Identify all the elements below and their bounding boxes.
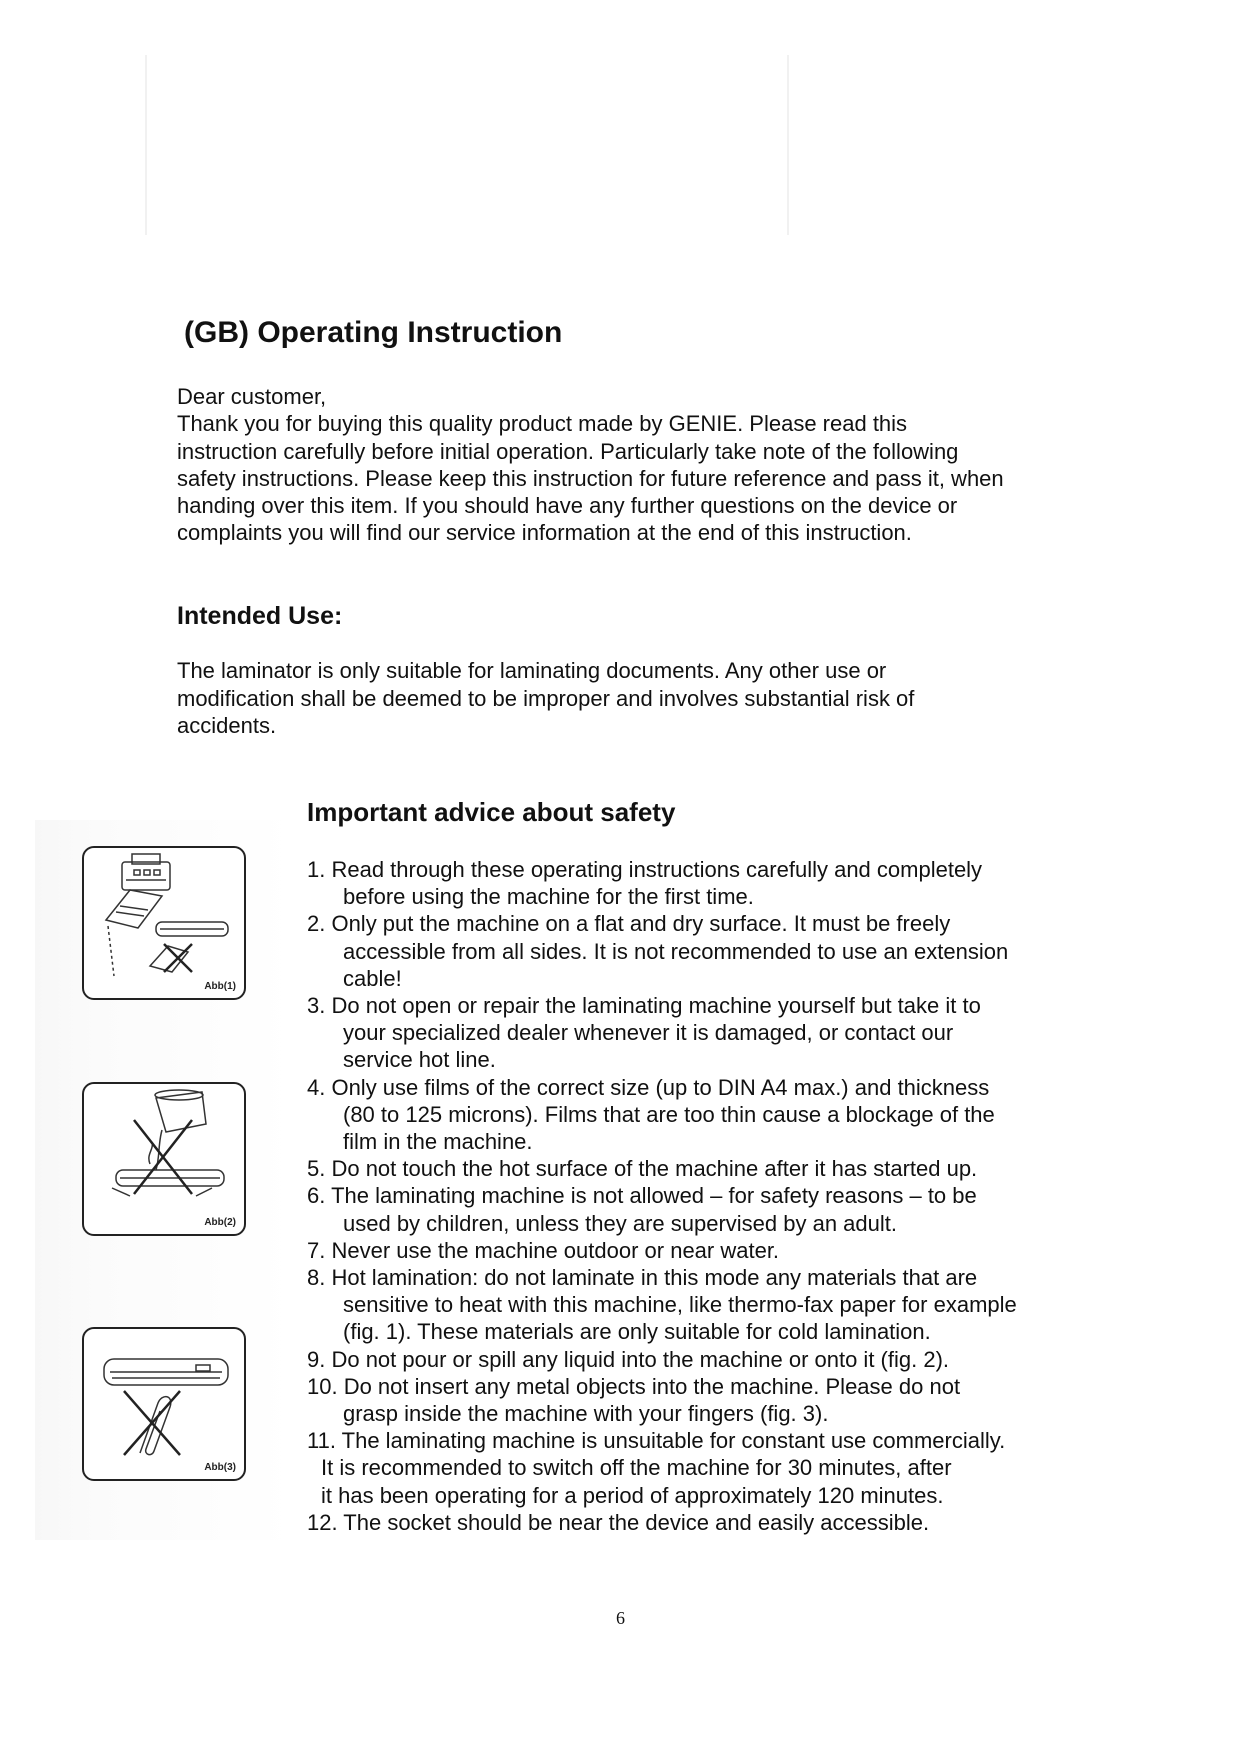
safety-item — [307, 1237, 1097, 1264]
safety-heading: Important advice about safety — [307, 797, 676, 827]
safety-item — [307, 1373, 1097, 1427]
intro-line: handing over this item. If you should have any further questions on the device or — [177, 493, 958, 519]
safety-item-line: grasp inside the machine with your fingers (fig. 3). — [343, 1401, 829, 1427]
intro-line: instruction carefully before initial operation. Particularly take note of the following — [177, 438, 959, 464]
intro-line: safety instructions. Please keep this instruction for future reference and pass it, when — [177, 465, 1004, 491]
safety-item-line: sensitive to heat with this machine, like thermo-fax paper for example — [343, 1292, 1017, 1318]
safety-item — [307, 1182, 1097, 1236]
safety-item-line: 11. The laminating machine is unsuitable for constant use commercially. — [307, 1428, 1006, 1454]
safety-item — [307, 992, 1097, 1074]
safety-item — [307, 1155, 1097, 1182]
figure-label: Abb(3) — [204, 1462, 236, 1473]
page-title: (GB) Operating Instruction — [184, 316, 563, 349]
safety-item — [307, 1264, 1097, 1346]
intended-use-line: modification shall be deemed to be improper and involves substantial risk of — [177, 685, 915, 711]
safety-item-line: 3. Do not open or repair the laminating machine yourself but take it to — [307, 993, 981, 1019]
safety-item-line: 7. Never use the machine outdoor or near water. — [307, 1237, 780, 1263]
safety-item-line: 8. Hot lamination: do not laminate in this mode any materials that are — [307, 1265, 978, 1291]
fax-paper-no-laminate-icon — [84, 848, 244, 998]
safety-item-line: 6. The laminating machine is not allowed – for safety reasons – to be — [307, 1183, 977, 1209]
figure-label: Abb(1) — [204, 981, 236, 992]
safety-item-line: 9. Do not pour or spill any liquid into the machine or onto it (fig. 2). — [307, 1346, 950, 1372]
safety-item-line: film in the machine. — [343, 1129, 533, 1155]
intended-use-line: accidents. — [177, 713, 277, 738]
safety-item-line: it has been operating for a period of approximately 120 minutes. — [321, 1482, 944, 1508]
figure-1 — [82, 846, 246, 1000]
safety-item-line: 12. The socket should be near the device and easily accessible. — [307, 1509, 930, 1535]
safety-item — [307, 910, 1097, 992]
safety-item-line: before using the machine for the first time. — [343, 884, 754, 910]
figure-2 — [82, 1082, 246, 1236]
safety-item — [307, 1074, 1097, 1156]
safety-item-line: (80 to 125 microns). Films that are too thin cause a blockage of the — [343, 1101, 995, 1127]
safety-item — [307, 1427, 1097, 1509]
safety-item-line: cable! — [343, 965, 402, 991]
intended-use-paragraph — [177, 657, 1077, 740]
no-metal-objects-icon — [84, 1329, 244, 1479]
figure-label: Abb(2) — [204, 1217, 236, 1228]
safety-item-line: (fig. 1). These materials are only suitable for cold lamination. — [343, 1319, 931, 1345]
safety-item — [307, 1509, 1097, 1536]
page-number: 6 — [616, 1608, 625, 1628]
safety-item-line: 1. Read through these operating instructions carefully and completely — [307, 857, 983, 882]
intro-line: Thank you for buying this quality product made by GENIE. Please read this — [177, 411, 908, 437]
safety-list — [307, 856, 1097, 1536]
safety-item-line: It is recommended to switch off the machine for 30 minutes, after — [321, 1455, 952, 1481]
figure-3 — [82, 1327, 246, 1481]
safety-item — [307, 1346, 1097, 1373]
intro-line: Dear customer, — [177, 384, 327, 409]
intended-use-line: The laminator is only suitable for laminating documents. Any other use or — [177, 658, 887, 683]
safety-item-line: used by children, unless they are supervised by an adult. — [343, 1210, 897, 1236]
safety-item-line: accessible from all sides. It is not recommended to use an extension — [343, 938, 1009, 964]
intro-line: complaints you will find our service information at the end of this instruction. — [177, 520, 912, 546]
safety-item-line: 5. Do not touch the hot surface of the machine after it has started up. — [307, 1156, 978, 1182]
intro-paragraph — [177, 383, 1107, 547]
safety-item-line: service hot line. — [343, 1047, 496, 1073]
faint-page-artifact — [145, 55, 789, 235]
safety-item-line: 4. Only use films of the correct size (up to DIN A4 max.) and thickness — [307, 1074, 990, 1100]
safety-item — [307, 856, 1097, 910]
no-liquid-spill-icon — [84, 1084, 244, 1234]
safety-item-line: 2. Only put the machine on a flat and dry surface. It must be freely — [307, 911, 951, 937]
safety-item-line: 10. Do not insert any metal objects into the machine. Please do not — [307, 1373, 961, 1399]
intended-use-heading: Intended Use: — [177, 602, 343, 630]
safety-item-line: your specialized dealer whenever it is damaged, or contact our — [343, 1020, 954, 1046]
